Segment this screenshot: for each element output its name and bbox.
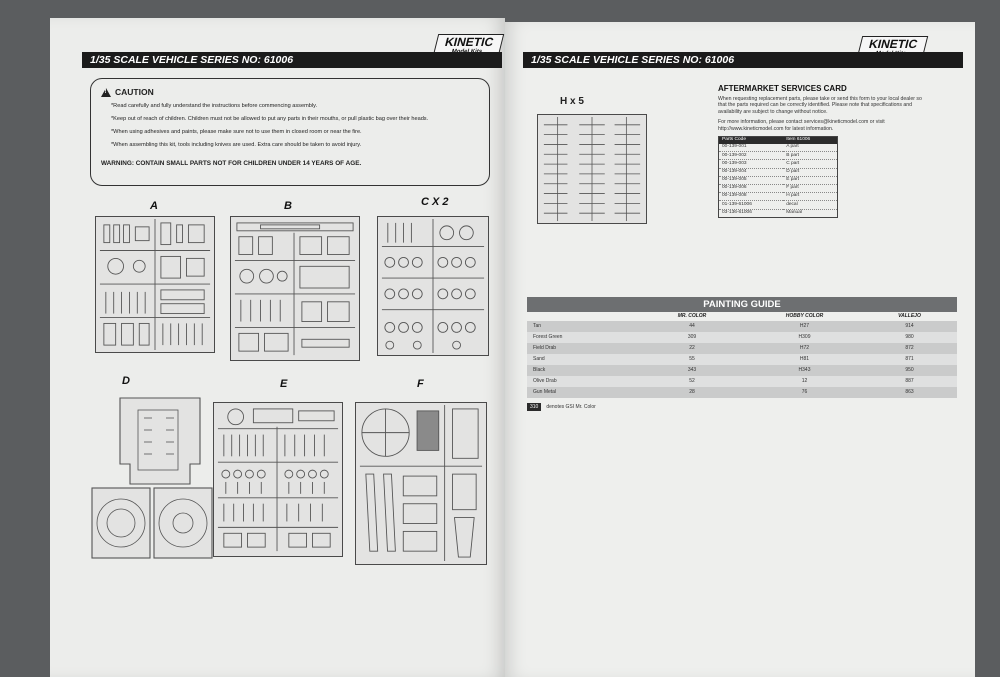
- mr-color: 309: [687, 334, 697, 340]
- table-row: [527, 332, 957, 343]
- column-header: Item 61006: [783, 137, 837, 145]
- caution-line: *When assembling this kit, tools including knives are used. Extra care should be taken to avoid injury.: [111, 142, 362, 148]
- caution-line: *Read carefully and fully understand the instructions before commencing assembly.: [111, 103, 318, 109]
- aftermarket-title: AFTERMARKET SERVICES CARD: [718, 84, 847, 93]
- warning-triangle-icon: [101, 88, 111, 97]
- series-banner: 1/35 SCALE VEHICLE SERIES NO: 61006: [523, 52, 963, 68]
- parts-item: B part: [783, 152, 837, 160]
- column-header: Parts Code: [719, 137, 784, 145]
- sprue-h-diagram: [537, 114, 647, 224]
- sprue-f-diagram: [355, 402, 487, 565]
- parts-item: D part: [783, 168, 837, 176]
- hobby-color: 76: [801, 389, 808, 395]
- note-color-box: 310: [527, 403, 541, 411]
- hobby-color: H27: [799, 323, 810, 329]
- caution-line: *When using adhesives and paints, please make sure not to use them in closed room or near the fire.: [111, 129, 362, 135]
- sprue-a-diagram: [95, 216, 215, 353]
- sprue-c-diagram: [377, 216, 489, 356]
- parts-item: H part: [783, 193, 837, 201]
- parts-item: A part: [783, 144, 837, 152]
- table-row: [719, 209, 838, 217]
- table-row: [719, 201, 838, 209]
- vallejo: 871: [905, 356, 914, 362]
- mr-color: 52: [689, 378, 695, 384]
- caution-line: *Keep out of reach of children. Children must not be allowed to put any parts in their mouths, or pull plastic bag over their heads.: [111, 116, 429, 122]
- sprue-label-b: B: [284, 200, 292, 212]
- color-name: Gun Metal: [533, 389, 557, 395]
- parts-item: decal: [783, 201, 837, 209]
- vallejo: 872: [905, 345, 914, 351]
- note-text: denotes GSI Mr. Color: [546, 404, 596, 410]
- parts-item: F part: [783, 184, 837, 192]
- table-row: [527, 365, 957, 376]
- logo-name: KINETIC: [867, 37, 919, 51]
- age-warning: WARNING: CONTAIN SMALL PARTS NOT FOR CHILDREN UNDER 14 YEARS OF AGE.: [101, 160, 362, 167]
- vallejo: 980: [905, 334, 914, 340]
- hobby-color: H72: [799, 345, 810, 351]
- hobby-color: H343: [798, 367, 811, 373]
- hobby-color: 12: [801, 378, 808, 384]
- parts-code: 00-139-002: [719, 152, 784, 160]
- parts-code: 00-139-006: [719, 184, 784, 192]
- painting-guide: [527, 297, 957, 411]
- parts-item: C part: [783, 160, 837, 168]
- parts-item: E part: [783, 176, 837, 184]
- parts-code: 00-139-004: [719, 168, 784, 176]
- table-row: [719, 144, 838, 152]
- series-banner: 1/35 SCALE VEHICLE SERIES NO: 61006: [82, 52, 502, 68]
- vallejo: 950: [905, 367, 914, 373]
- vallejo: 863: [905, 389, 914, 395]
- table-row: [719, 160, 838, 168]
- table-row: [719, 152, 838, 160]
- column-header: HOBBY COLOR: [785, 313, 824, 319]
- table-row: [719, 168, 838, 176]
- column-header: VALLEJO: [898, 313, 921, 319]
- color-name: Black: [533, 367, 546, 373]
- sprue-label-e: E: [280, 378, 288, 390]
- left-page: [50, 18, 505, 677]
- table-row: [527, 354, 957, 365]
- parts-code: 03-136-61006: [719, 209, 784, 217]
- parts-table-header: [719, 137, 838, 145]
- painting-guide-title: PAINTING GUIDE: [527, 297, 957, 312]
- mr-color: 343: [687, 367, 697, 373]
- mr-color: 55: [689, 356, 695, 362]
- painting-guide-rows: [527, 321, 957, 398]
- table-row: [719, 193, 838, 201]
- right-page: [505, 22, 975, 677]
- painting-guide-note: [527, 403, 957, 411]
- aftermarket-text: When requesting replacement parts, please take or send this form to your local dealer so that the parts required can be correctly identified. Please note that specifications and availability are subject to change without notice.: [718, 95, 922, 115]
- aftermarket-card: [718, 86, 928, 218]
- column-header: [527, 312, 637, 321]
- parts-code: 00-139-005: [719, 176, 784, 184]
- table-row: [527, 343, 957, 354]
- vallejo: 914: [905, 323, 914, 329]
- table-row: [719, 184, 838, 192]
- color-name: Tan: [533, 323, 542, 329]
- color-name: Olive Drab: [533, 378, 557, 384]
- mr-color: 22: [689, 345, 695, 351]
- parts-code: 01-139-61006: [719, 201, 784, 209]
- table-row: [527, 376, 957, 387]
- sprue-b-diagram: [230, 216, 360, 361]
- sprue-label-f: F: [417, 378, 424, 390]
- color-name: Forest Green: [533, 334, 563, 340]
- aftermarket-contact: For more information, please contact services@kineticmodel.com or visit http://www.kineticmodel.com for latest information.: [718, 119, 885, 132]
- hobby-color: H81: [799, 356, 810, 362]
- sprue-label-c: C X 2: [421, 196, 449, 208]
- caution-heading: [101, 87, 479, 97]
- table-row: [719, 176, 838, 184]
- color-name: Sand: [533, 356, 545, 362]
- parts-code: 00-139-001: [719, 144, 784, 152]
- table-row: [527, 387, 957, 398]
- sprue-label-a: A: [150, 200, 158, 212]
- mr-color: 44: [689, 323, 695, 329]
- parts-item: Manual: [783, 209, 837, 217]
- sprue-label-d: D: [122, 375, 130, 387]
- color-name: Field Drab: [533, 345, 557, 351]
- vallejo: 887: [905, 378, 914, 384]
- parts-code: 00-139-003: [719, 160, 784, 168]
- parts-table: [718, 136, 838, 218]
- caution-box: [90, 78, 490, 186]
- caution-title: CAUTION: [115, 87, 154, 97]
- hobby-color: H309: [798, 334, 811, 340]
- sprue-d-diagram: [90, 396, 215, 561]
- sprue-e-diagram: [213, 402, 343, 557]
- sprue-label-h: H x 5: [560, 96, 584, 107]
- parts-code: 00-139-008: [719, 193, 784, 201]
- table-row: [527, 321, 957, 332]
- logo-name: KINETIC: [443, 35, 495, 49]
- column-header: MR. COLOR: [677, 313, 707, 319]
- painting-guide-header: [527, 312, 957, 321]
- mr-color: 28: [689, 389, 695, 395]
